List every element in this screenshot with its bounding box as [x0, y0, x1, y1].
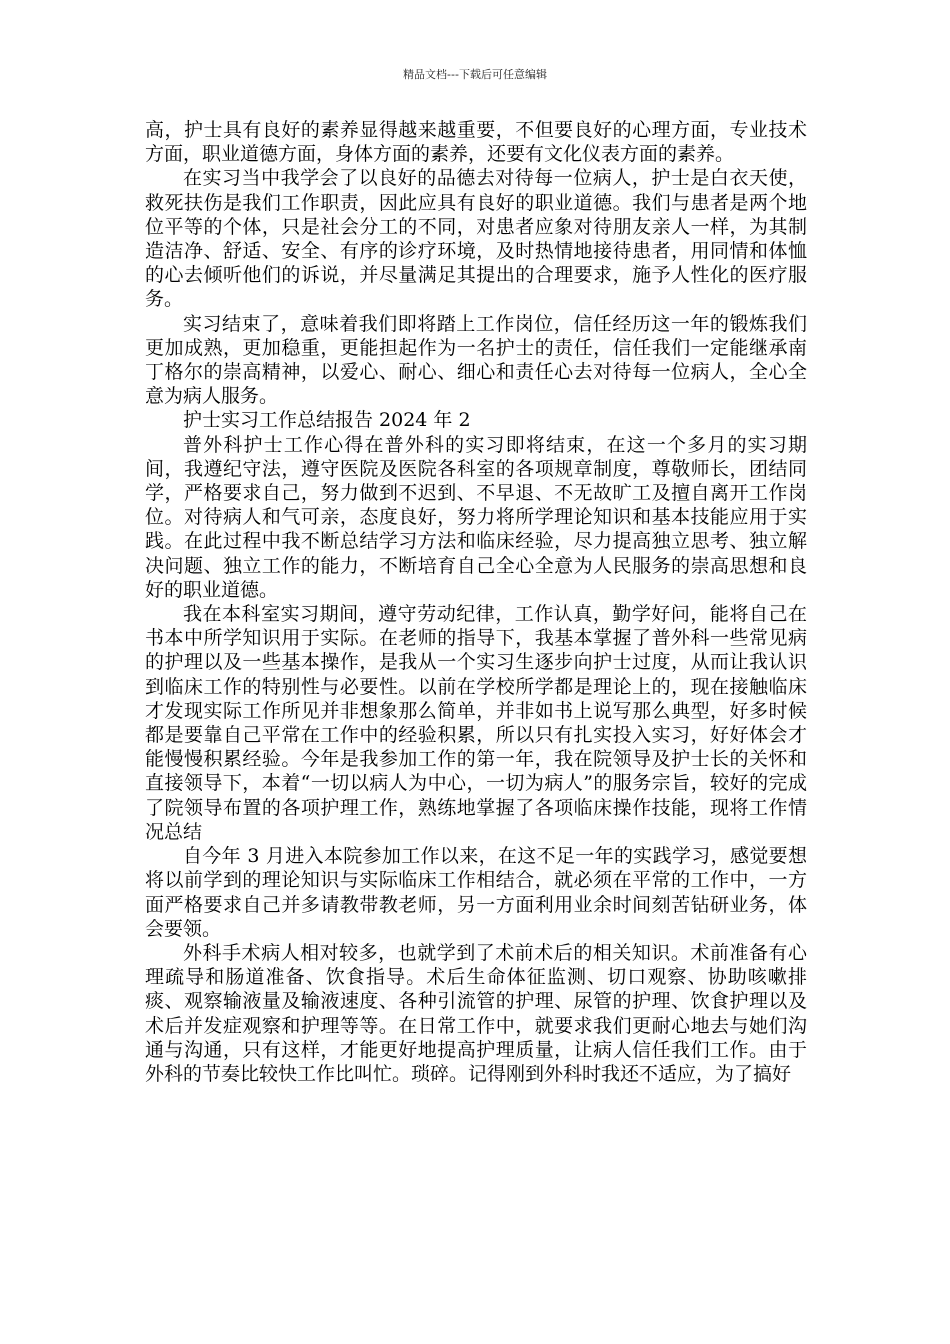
paragraph: 实习结束了，意味着我们即将踏上工作岗位，信任经历这一年的锻炼我们更加成熟，更加稳重，更能担起作为一名护士的责任，信任我们一定能继承南丁格尔的崇高精神，以爱心、耐心、细心和责任心去对待每一位病人，全心全意为病人服务。: [145, 312, 807, 408]
paragraph: 普外科护士工作心得在普外科的实习即将结束，在这一个多月的实习期间，我遵纪守法，遵守医院及医院各科室的各项规章制度，尊敬师长，团结同学，严格要求自己，努力做到不迟到、不早退、不无故旷工及擅自离开工作岗位。对待病人和气可亲，态度良好，努力将所学理论知识和基本技能应用于实践。在此过程中我不断总结学习方法和临床经验，尽力提高独立思考、独立解决问题、独立工作的能力，不断培育自己全心全意为人民服务的崇高思想和良好的职业道德。: [145, 433, 807, 601]
paragraph: 高，护士具有良好的素养显得越来越重要，不但要良好的心理方面，专业技术方面，职业道德方面，身体方面的素养，还要有文化仪表方面的素养。: [145, 119, 807, 166]
paragraph: 在实习当中我学会了以良好的品德去对待每一位病人，护士是白衣天使，救死扶伤是我们工作职责，因此应具有良好的职业道德。我们与患者是两个地位平等的个体，只是社会分工的不同，对患者应象对待朋友亲人一样，为其制造洁净、舒适、安全、有序的诊疗环境，及时热情地接待患者，用同情和体恤的心去倾听他们的诉说，并尽量满足其提出的合理要求，施予人性化的医疗服务。: [145, 167, 807, 311]
section-title: 护士实习工作总结报告 2024 年 2: [183, 409, 471, 432]
document-body: [145, 118, 807, 1086]
paragraph: 我在本科室实习期间，遵守劳动纪律，工作认真，勤学好问，能将自己在书本中所学知识用于实际。在老师的指导下，我基本掌握了普外科一些常见病的护理以及一些基本操作，是我从一个实习生逐步向护士过度，从而让我认识到临床工作的特别性与必要性。以前在学校所学都是理论上的，现在接触临床才发现实际工作所见并非想象那么简单，并非如书上说写那么典型，好多时候都是要靠自己平常在工作中的经验积累，所以只有扎实投入实习，好好体会才能慢慢积累经验。今年是我参加工作的第一年，我在院领导及护士长的关怀和直接领导下，本着“一切以病人为中心，一切为病人”的服务宗旨，较好的完成了院领导布置的各项护理工作，熟练地掌握了各项临床操作技能，现将工作情况总结: [145, 603, 807, 843]
paragraph: 外科手术病人相对较多，也就学到了术前术后的相关知识。术前准备有心理疏导和肠道准备、饮食指导。术后生命体征监测、切口观察、协助咳嗽排痰、观察输液量及输液速度、各种引流管的护理、尿管的护理、饮食护理以及术后并发症观察和护理等等。在日常工作中，就要求我们更耐心地去与她们沟通与沟通，只有这样，才能更好地提高护理质量，让病人信任我们工作。由于外科的节奏比较快工作比叫忙。琐碎。记得刚到外科时我还不适应，为了搞好: [145, 941, 807, 1085]
paragraph: 自今年 3 月进入本院参加工作以来，在这不足一年的实践学习，感觉要想将以前学到的理论知识与实际临床工作相结合，就必须在平常的工作中，一方面严格要求自己并多请教带教老师，另一方面利用业余时间刻苦钻研业务，体会要领。: [145, 845, 807, 940]
page-header: 精品文档---下载后可任意编辑: [403, 68, 547, 81]
